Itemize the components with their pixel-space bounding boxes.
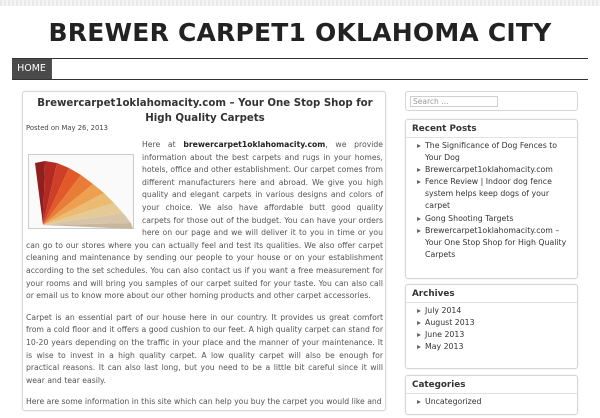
categories-title: Categories [412,380,466,390]
widget-divider [406,393,577,394]
top-border [0,0,600,6]
post-date: Posted on May 26, 2013 [26,124,108,132]
archive-link[interactable]: August 2013 [416,317,576,329]
nav-divider [51,59,52,79]
archive-link[interactable]: May 2013 [416,341,576,353]
widget-divider [406,302,577,303]
main-nav [12,58,588,80]
archive-link[interactable]: June 2013 [416,329,576,341]
post-title[interactable]: Brewercarpet1oklahomacity.com – Your One Stop Shop for High Quality Carpets [37,98,373,124]
recent-posts-list [416,140,576,261]
archives-title: Archives [412,289,455,299]
carpet-samples-image [28,154,134,229]
categories-list [416,396,576,408]
post-paragraph-2: Carpet is an essential part of our house here in our country. It provides us great comfort from a cold floor and it offers a good cushion to our feet. A high quality carpet can stand for 10-20 years depending on the traffic in your place and the manner of your maintenance. It is wise to invest in a high quality carpet. A low quality carpet will also be enough for practical reasons. It can also last long, but you need to be a little bit careful since it will wear and tear easily. [26,312,383,385]
post-site-name: brewercarpet1oklahomacity.com [183,140,326,149]
categories-widget [405,375,578,415]
archives-list [416,305,576,353]
recent-posts-title: Recent Posts [412,124,477,134]
recent-post-link[interactable]: Brewercarpet1oklahomacity.com – Your One Stop Shop for High Quality Carpets [416,225,576,261]
recent-posts-widget [405,119,578,279]
post-paragraph-3: Here are some information in this site which can help you buy the carpet you would like and [26,397,382,407]
archive-link[interactable]: July 2014 [416,305,576,317]
recent-post-link[interactable]: Brewercarpet1oklahomacity.com [416,164,576,176]
site-title[interactable]: BREWER CARPET1 OKLAHOMA CITY [48,18,552,47]
recent-post-link[interactable]: Gong Shooting Targets [416,213,576,225]
recent-post-link[interactable]: Fence Review | Indoor dog fence system helps keep dogs of your carpet [416,176,576,212]
post-text: Here at [142,140,184,149]
archives-widget [405,284,578,369]
nav-home-link[interactable]: HOME [12,59,51,79]
post-text: , we provide information about the best carpets and rugs in your homes, hotels, office and other establishment. Our carpet comes from different manufacturers here and abroad. We give you high quality and elegant carpets in various designs and colors of your choice. We also have affordable butt good quality carpets for those out of the budget. You can have your orders here on our page and we will deliver it to you in time or you can go to our stores where you can actually feel and test its qualities. We also offer carpet cleaning and maintenance by sending our people to your house or on your establishment according to the set schedules. You can also contact us if you want a free measurement for your rooms and will bring you samples of our carpet suited for your taste. You can also call or email us to know more about our other homing products and other carpet accessories. [26,140,383,301]
category-link[interactable]: Uncategorized [416,396,576,408]
recent-post-link[interactable]: The Significance of Dog Fences to Your Dog [416,140,576,164]
widget-divider [406,137,577,138]
post-card [22,91,386,411]
search-input[interactable]: Search … [410,96,498,107]
search-widget [405,91,578,111]
